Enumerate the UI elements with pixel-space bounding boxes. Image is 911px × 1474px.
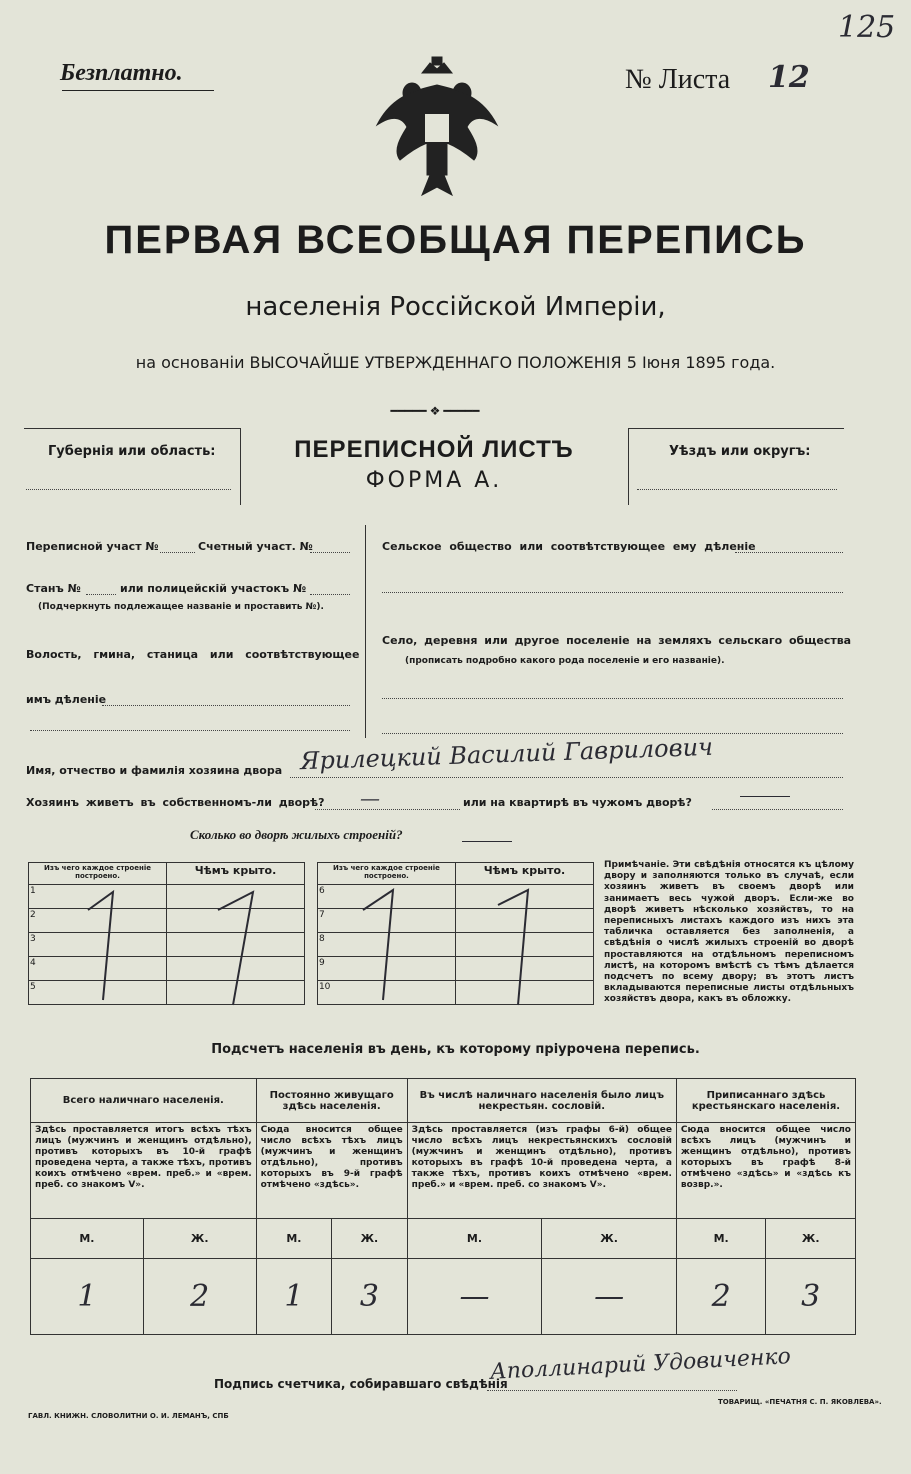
own-house-label: Хозяинъ живетъ въ собственномъ-ли дворѣ? bbox=[26, 796, 325, 809]
col-material-right: Изъ чего каждое строеніе построено. bbox=[317, 863, 455, 885]
pop-value-cell[interactable]: 2 bbox=[143, 1259, 256, 1335]
double-headed-eagle-icon bbox=[372, 55, 502, 205]
census-section-label: Переписной участ № bbox=[26, 540, 159, 553]
ornament-divider: ━━━━━ ❖ ━━━━━ bbox=[390, 404, 480, 418]
stan-label: Станъ № bbox=[26, 582, 81, 595]
pop-value-cell[interactable]: — bbox=[407, 1259, 542, 1335]
note-label: Примѣчаніе. bbox=[604, 860, 670, 870]
owner-label: Имя, отчество и фамилія хозяина двора bbox=[26, 764, 283, 777]
signature-value: Аполлинарий Удовиченко bbox=[489, 1344, 792, 1385]
population-title: Подсчетъ населенія въ день, къ которому пріурочена перепись. bbox=[211, 1042, 700, 1057]
owner-field[interactable] bbox=[290, 777, 843, 778]
pop-head-total: Всего наличнаго населенія. bbox=[31, 1079, 257, 1123]
row-num: 3 bbox=[29, 933, 167, 957]
census-section-field[interactable] bbox=[160, 552, 195, 553]
row-num: 10 bbox=[317, 981, 455, 1005]
col-roof-left: Чѣмъ крыто. bbox=[167, 863, 305, 885]
row-num: 6 bbox=[317, 885, 455, 909]
pop-f-header: Ж. bbox=[542, 1219, 677, 1259]
signature-field[interactable] bbox=[487, 1390, 737, 1391]
rented-label: или на квартирѣ въ чужомъ дворѣ? bbox=[463, 796, 692, 809]
pop-text-permanent: Сюда вносится общее число всѣхъ тѣхъ лицъ (мужчинъ и женщинъ отдѣльно), противъ которыхъ въ 9-й графѣ отмѣчено «здѣсь». bbox=[256, 1123, 407, 1219]
province-box bbox=[24, 428, 241, 505]
volost-cont-label: имъ дѣленіе bbox=[26, 693, 107, 706]
row-num: 1 bbox=[29, 885, 167, 909]
pop-m-header: М. bbox=[676, 1219, 766, 1259]
pop-f-header: Ж. bbox=[332, 1219, 408, 1259]
pop-head-permanent: Постоянно живущаго здѣсь населенія. bbox=[256, 1079, 407, 1123]
village-society-field[interactable] bbox=[735, 552, 843, 553]
col-roof-right: Чѣмъ крыто. bbox=[455, 863, 593, 885]
sheet-no-value: 12 bbox=[768, 60, 810, 95]
pop-head-nonpeasant: Въ числѣ наличнаго населенія было лицъ некрестьян. сословій. bbox=[407, 1079, 676, 1123]
pop-value-cell[interactable]: 3 bbox=[332, 1259, 408, 1335]
free-underline bbox=[62, 90, 214, 91]
row-num: 8 bbox=[317, 933, 455, 957]
volost-field-2[interactable] bbox=[30, 730, 350, 731]
buildings-question: Сколько во дворѣ жилыхъ строеній? bbox=[190, 827, 403, 842]
population-table bbox=[30, 1078, 856, 1335]
page-title: ПЕРВАЯ ВСЕОБЩАЯ ПЕРЕПИСЬ bbox=[104, 218, 807, 262]
village-field-2[interactable] bbox=[382, 733, 843, 734]
counting-section-label: Счетный участ. № bbox=[198, 540, 313, 553]
row-num: 7 bbox=[317, 909, 455, 933]
pop-value-cell[interactable]: 2 bbox=[676, 1259, 766, 1335]
village-label: Село, деревня или другое поселеніе на земляхъ сельскаго общества bbox=[382, 634, 852, 647]
printer-left: ГАВЛ. КНИЖН. СЛОВОЛИТНИ О. И. ЛЕМАНЪ, СПБ bbox=[28, 1412, 229, 1420]
free-label: Безплатно. bbox=[60, 60, 183, 86]
pop-text-peasant: Сюда вносится общее число всѣхъ лицъ (мужчинъ и женщинъ отдѣльно), противъ которыхъ въ графѣ 8-й отмѣчено «здѣсь» и «здѣсь къ возвр.». bbox=[676, 1123, 855, 1219]
sheet-no-label: № Листа bbox=[625, 64, 731, 95]
corner-number: 125 bbox=[838, 10, 896, 45]
note-block bbox=[604, 860, 854, 1006]
village-field[interactable] bbox=[382, 698, 843, 699]
signature-label: Подпись счетчика, собиравшаго свѣдѣнія bbox=[214, 1377, 508, 1391]
page-subtitle: населенія Россійской Имперіи, bbox=[245, 292, 666, 322]
buildings-handwriting bbox=[28, 880, 594, 1020]
pop-head-peasant: Приписаннаго здѣсь крестьянскаго населенія. bbox=[676, 1079, 855, 1123]
pop-value-cell[interactable]: 1 bbox=[31, 1259, 144, 1335]
pop-value-cell[interactable]: 3 bbox=[766, 1259, 856, 1335]
owner-value: Ярилецкий Василий Гаврилович bbox=[299, 732, 714, 776]
form-title-box bbox=[240, 428, 628, 504]
pop-text-total: Здѣсь проставляется итогъ всѣхъ тѣхъ лицъ (мужчинъ и женщинъ отдѣльно), противъ которыхъ въ 10-й графѣ проведена черта, а также тѣхъ, противъ коихъ отмѣчено «врем. преб.» и «врем. преб. со знакомъ V». bbox=[31, 1123, 257, 1219]
basis-text: на основаніи ВЫСОЧАЙШЕ УТВЕРЖДЕННАГО ПОЛОЖЕНІЯ 5 Іюня 1895 года. bbox=[135, 353, 776, 372]
col-material-left: Изъ чего каждое строеніе построено. bbox=[29, 863, 167, 885]
form-title: ПЕРЕПИСНОЙ ЛИСТЪ bbox=[294, 436, 574, 463]
rented-field[interactable] bbox=[712, 809, 843, 810]
pop-m-header: М. bbox=[256, 1219, 332, 1259]
printer-right: ТОВАРИЩ. «ПЕЧАТНЯ С. П. ЯКОВЛЕВА». bbox=[718, 1398, 882, 1406]
district-box bbox=[628, 428, 844, 505]
note-text: Эти свѣдѣнія относятся къ цѣлому двору и заполняются только въ случаѣ, если хозяинъ живетъ въ своемъ дворѣ или занимаетъ весь чужой дворъ. Если-же во дворѣ живетъ нѣсколько хозяйствъ, то на переписныхъ листахъ каждого изъ нихъ эта табличка оставляется без заполненія, а свѣдѣнія о числѣ жилыхъ строеній во дворѣ проставляются на отдѣльномъ переписномъ листѣ, на которомъ вмѣстѣ съ тѣмъ дѣлается подсчетъ по всему двору; въ этотъ листъ вкладываются переписные листы отдѣльныхъ хозяйствъ двора, какъ въ обложку. bbox=[604, 860, 854, 1005]
pop-text-nonpeasant: Здѣсь проставляется (изъ графы 6-й) общее число всѣхъ лицъ некрестьянскихъ сословій (мужчинъ и женщинъ отдѣльно), противъ которыхъ въ графѣ 10-й проведена черта, а также тѣхъ, противъ коихъ отмѣчено «врем. преб.» и «врем. преб. со знакомъ V». bbox=[407, 1123, 676, 1219]
buildings-dash bbox=[462, 841, 512, 842]
village-note: (прописать подробно какого рода поселеніе и его названіе). bbox=[405, 656, 725, 666]
police-section-label: или полицейскій участокъ № bbox=[120, 582, 307, 595]
district-field[interactable] bbox=[637, 489, 837, 490]
pop-f-header: Ж. bbox=[143, 1219, 256, 1259]
rented-dash bbox=[740, 796, 790, 797]
police-section-field[interactable] bbox=[310, 594, 350, 595]
volost-field[interactable] bbox=[102, 705, 350, 706]
pop-m-header: М. bbox=[407, 1219, 542, 1259]
fields-divider bbox=[365, 525, 366, 738]
row-num: 2 bbox=[29, 909, 167, 933]
pop-value-cell[interactable]: — bbox=[542, 1259, 677, 1335]
pop-m-header: М. bbox=[31, 1219, 144, 1259]
pop-f-header: Ж. bbox=[766, 1219, 856, 1259]
row-num: 4 bbox=[29, 957, 167, 981]
underline-note: (Подчеркнуть подлежащее названіе и проставить №). bbox=[38, 602, 324, 612]
own-house-value: — bbox=[360, 786, 380, 810]
province-label: Губернія или область: bbox=[48, 444, 216, 459]
pop-value-cell[interactable]: 1 bbox=[256, 1259, 332, 1335]
form-type: ФОРМА А. bbox=[365, 468, 503, 493]
row-num: 9 bbox=[317, 957, 455, 981]
village-society-label: Сельское общество или соотвѣтствующее ему дѣленіе bbox=[382, 540, 756, 553]
district-label: Уѣздъ или округъ: bbox=[669, 444, 811, 459]
counting-section-field[interactable] bbox=[310, 552, 350, 553]
own-house-field[interactable] bbox=[315, 809, 460, 810]
volost-label: Волость, гмина, станица или соотвѣтствующее bbox=[26, 648, 360, 661]
province-field[interactable] bbox=[26, 489, 231, 490]
village-society-field-2[interactable] bbox=[382, 592, 843, 593]
stan-field[interactable] bbox=[86, 594, 116, 595]
row-num: 5 bbox=[29, 981, 167, 1005]
